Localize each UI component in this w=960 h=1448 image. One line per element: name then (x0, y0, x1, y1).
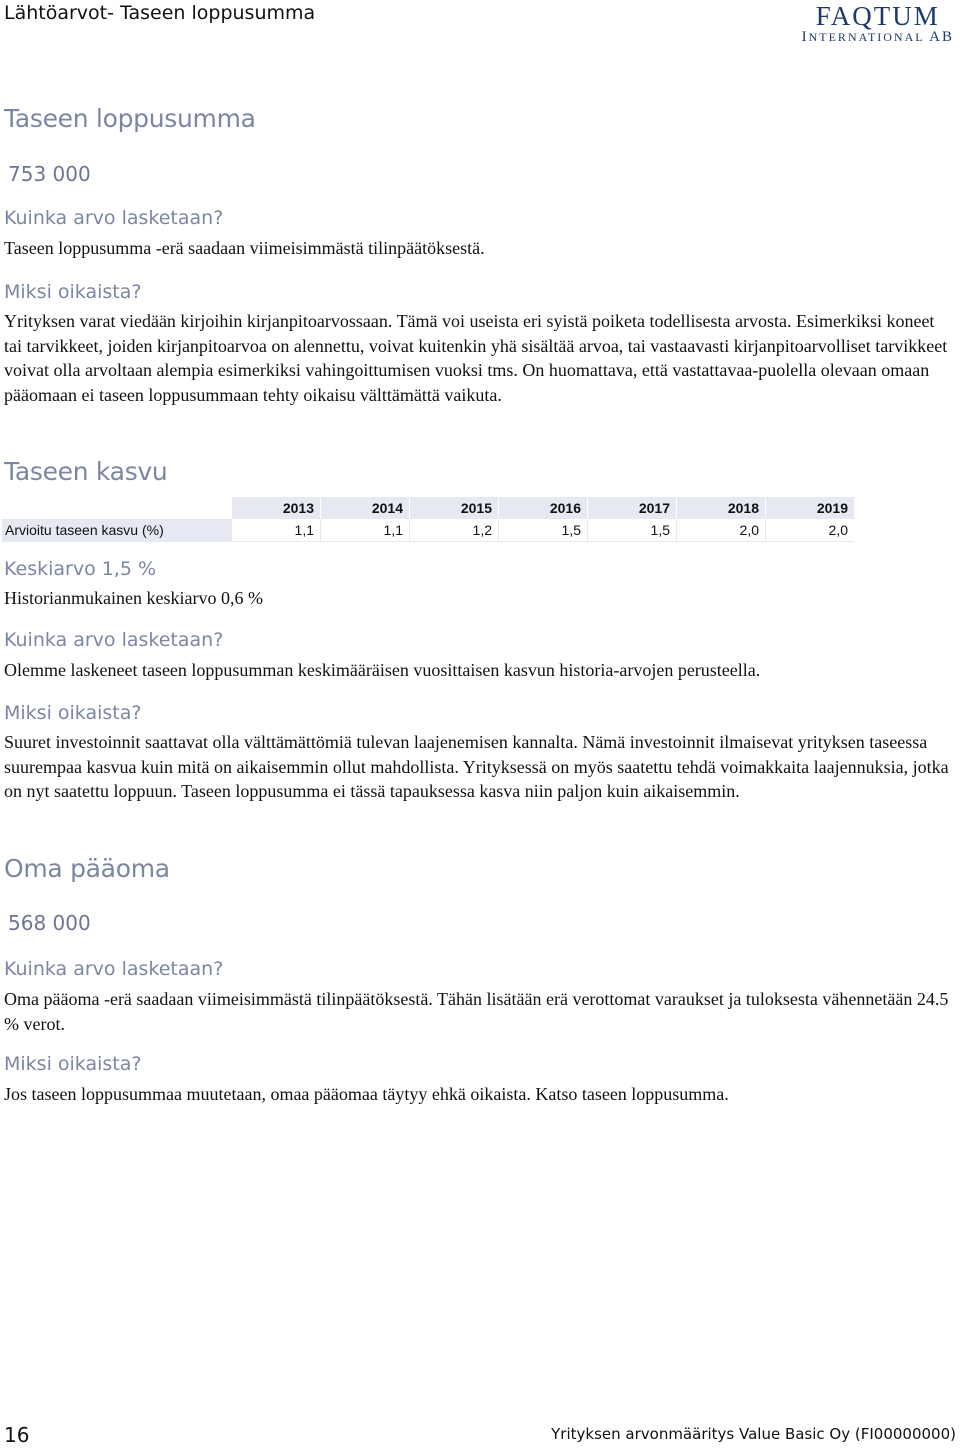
growth-value-cell: 1,5 (499, 519, 588, 542)
balance-total-value: 753 000 (8, 162, 91, 186)
growth-value-cell: 1,5 (588, 519, 677, 542)
growth-value-cell: 2,0 (677, 519, 766, 542)
row-label: Arvioitu taseen kasvu (%) (2, 519, 232, 542)
balance-growth-historical-average: Historianmukainen keskiarvo 0,6 % (4, 588, 263, 608)
year-header: 2016 (499, 497, 588, 519)
table-row (2, 519, 854, 542)
balance-total-how-text: Taseen loppusumma -erä saadaan viimeisimmästä tilinpäätöksestä. (4, 238, 485, 258)
balance-growth-average: Keskiarvo 1,5 % (4, 558, 157, 580)
year-header: 2019 (766, 497, 855, 519)
balance-growth-why-heading: Miksi oikaista? (4, 702, 142, 724)
section-title-balance-growth: Taseen kasvu (4, 457, 168, 486)
equity-how-text: Oma pääoma -erä saadaan viimeisimmästä tilinpäätöksestä. Tähän lisätään erä verottomat varaukset ja tuloksesta vähennetään 24.5 % verot. (4, 989, 949, 1034)
growth-value-cell: 1,2 (410, 519, 499, 542)
balance-growth-how-text: Olemme laskeneet taseen loppusumman keskimääräisen vuosittaisen kasvun historia-arvojen perusteella. (4, 660, 761, 680)
growth-value-cell: 1,1 (232, 519, 321, 542)
balance-total-why-heading: Miksi oikaista? (4, 281, 142, 303)
balance-total-why-text: Yrityksen varat viedään kirjoihin kirjanpitoarvossaan. Tämä voi useista eri syistä poiketa todellisesta arvosta. Esimerkiksi koneet tai tarvikkeet, joiden kirjanpitoarvoa on alennettu, voivat kuitenkin yhä sisältää arvoa, tai vastaavasti kirjanpitoarvolliset tarvikkeet voivat olla arvoltaan alempia esimerkiksi vahingoittumisen vuoksi tms. On huomattava, että vastattavaa-puolella olevaan omaan pääomaan ei taseen loppusummaan tehty oikaisu välttämättä vaikuta. (4, 311, 948, 405)
table-header-row (2, 497, 854, 519)
year-header: 2015 (410, 497, 499, 519)
equity-value: 568 000 (8, 911, 91, 935)
table-corner-cell (2, 497, 232, 519)
section-title-equity: Oma pääoma (4, 854, 170, 883)
balance-growth-why-text: Suuret investoinnit saattavat olla välttämättömiä tulevan laajenemisen kannalta. Nämä investoinnit ilmaisevat yrityksen taseessa suurempaa kasvua kuin mitä on aikaisemmin ollut mahdollista. Yrityksessä on myös saatettu tehdä voimakkaita laajennuksia, jotka on nyt saatettu loppuun. Taseen loppusumma ei tässä tapauksessa kasva niin paljon kuin aikaisemmin. (4, 732, 949, 801)
page-header-title: Lähtöarvot- Taseen loppusumma (4, 2, 316, 24)
year-header: 2014 (321, 497, 410, 519)
page-header (0, 0, 960, 60)
year-header: 2018 (677, 497, 766, 519)
logo-subtitle: INTERNATIONAL AB (801, 29, 954, 45)
footer-company-text: Yrityksen arvonmääritys Value Basic Oy (FI00000000) (551, 1425, 956, 1443)
growth-value-cell: 1,1 (321, 519, 410, 542)
balance-growth-table (2, 497, 854, 542)
equity-why-heading: Miksi oikaista? (4, 1053, 142, 1075)
section-title-balance-total: Taseen loppusumma (4, 104, 256, 133)
year-header: 2017 (588, 497, 677, 519)
page-number: 16 (4, 1423, 30, 1447)
balance-total-how-heading: Kuinka arvo lasketaan? (4, 207, 224, 229)
equity-why-text: Jos taseen loppusummaa muutetaan, omaa pääomaa täytyy ehkä oikaista. Katso taseen loppusumma. (4, 1084, 729, 1104)
logo-wordmark: FAQTUM (815, 1, 940, 31)
balance-growth-how-heading: Kuinka arvo lasketaan? (4, 629, 224, 651)
year-header: 2013 (232, 497, 321, 519)
faqtum-logo (802, 2, 954, 44)
growth-value-cell: 2,0 (766, 519, 855, 542)
equity-how-heading: Kuinka arvo lasketaan? (4, 958, 224, 980)
